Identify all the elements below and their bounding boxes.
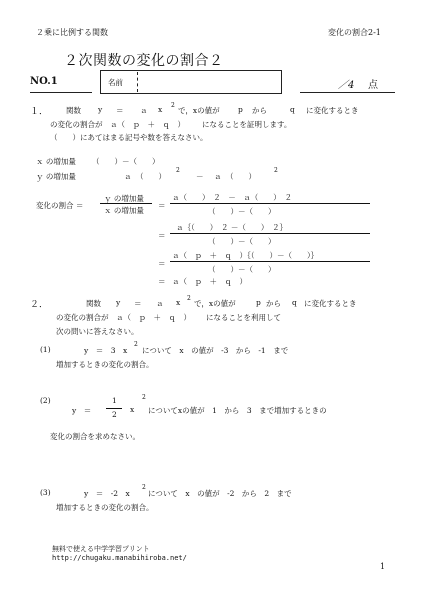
y-increase-a2: ａ [214,172,222,181]
x-increase-label: ｘ の増加量 [36,157,76,166]
q1-line2-c: になることを証明します。 [202,120,292,129]
q2-sub1-line2: 増加するときの変化の割合。 [56,360,154,369]
page-number: 1 [380,562,386,571]
q2-line1-p: p [256,298,261,307]
q2-line1-b: で，xの値が [194,299,236,308]
q1-line2-b: ａ（ ｐ ＋ ｑ ） [110,120,185,129]
q2-sub1-equation: y ＝ 3 x [84,346,128,355]
y-increase-paren1[interactable]: （ ） [136,172,166,181]
x-increase-expr[interactable]: （ ）－（ ） [92,157,160,166]
q1-line1-eq: ＝ [116,106,124,115]
y-increase-sup2: 2 [274,167,278,174]
step3-eq: ＝ [158,259,166,268]
name-divider [137,72,138,92]
q2-line1-a2: ａ [156,299,164,308]
score-slash: ／4 [338,80,355,91]
step3-frac-bar [170,261,370,262]
rate-label: 変化の割合 ＝ [36,201,84,210]
q2-sub2-line2: 変化の割合を求めなさい。 [50,432,140,441]
problem-number: NO.1 [30,76,58,87]
y-increase-label: ｙ の増加量 [36,172,76,181]
q2-number: ２． [30,300,49,310]
q2-sub3-number: (3) [40,488,51,497]
q2-sub3-line2: 増加するときの変化の割合。 [56,503,154,512]
y-increase-minus: － [196,172,204,181]
header-right: 変化の割合2-1 [328,28,381,37]
q2-sub2-sup: 2 [142,394,146,401]
step2-frac-bar [170,233,370,234]
q2-sub2-number: (2) [40,396,51,405]
rate-frac-num: ｙ の増加量 [104,194,144,203]
q2-line1-y: y [116,298,121,307]
q2-line1-a: 関数 [86,299,101,308]
q2-sub2-x: x [130,405,135,414]
name-box[interactable] [100,70,282,94]
q1-line1-x: x [158,105,163,114]
q1-line1-a2: ａ [140,106,148,115]
q1-line1-from: から [252,106,267,115]
q2-line3: 次の問いに答えなさい。 [56,327,139,336]
q1-line3: （ ）にあてはまる記号や数を答えなさい。 [50,133,208,142]
step2-eq: ＝ [158,231,166,240]
q2-sub1-text: について x の値が -3 から -1 まで [142,346,289,355]
q2-sub2-frac-num: 1 [112,396,117,405]
page-title: ２次関数の変化の割合２ [64,53,224,69]
q2-line1-c: に変化するとき [304,299,357,308]
q2-sub3-text: について x の値が -2 から 2 まで [148,489,292,498]
y-increase-sup1: 2 [176,167,180,174]
step4-result: ａ（ ｐ ＋ ｑ ） [172,277,247,286]
header-left: ２乗に比例する関数 [36,28,108,37]
q2-sub2-y: y ＝ [72,406,92,415]
q1-line1-a: 関数 [66,106,81,115]
q1-line2-a: の変化の割合が [50,120,103,129]
name-label: 名前 [108,78,123,87]
step1-eq: ＝ [158,201,166,210]
q2-sub1-number: (1) [40,345,51,354]
q1-line1-sup: 2 [171,102,175,109]
step1-denominator[interactable]: （ ）－（ ） [208,207,276,216]
q2-line1-x: x [176,298,181,307]
step4-eq: ＝ [158,277,166,286]
q2-sub2-frac-bar [106,408,122,409]
step3-numerator[interactable]: ａ（ ｐ ＋ ｑ ）｛（ ）－（ ）｝ [172,251,319,260]
score-underline [300,92,395,93]
q2-line1-eq: ＝ [134,299,142,308]
q2-line2-c: になることを利用して [206,313,281,322]
q2-line2-a: の変化の割合が [56,313,109,322]
step1-numerator[interactable]: ａ（ ） ２ － ａ（ ） ２ [172,193,292,202]
score-unit: 点 [368,80,378,91]
q1-line1-b: で，xの値が [178,106,220,115]
rate-frac-den: ｘ の増加量 [104,206,144,215]
q2-sub3-sup: 2 [142,484,146,491]
q2-line1-sup: 2 [187,295,191,302]
step1-frac-bar [170,203,370,204]
q1-number: １． [30,107,49,117]
q2-sub2-text: についてxの値が 1 から 3 まで増加するときの [148,406,327,415]
footer-site-name: 無料で使える中学学習プリント [52,545,150,553]
q1-line1-q: q [290,105,295,114]
q1-line1-p: p [238,105,243,114]
step3-denominator[interactable]: （ ）－（ ） [208,265,276,274]
q2-sub3-equation: y ＝ -2 x [84,489,130,498]
step2-denominator[interactable]: （ ）－（ ） [208,237,276,246]
q2-sub1-sup: 2 [134,341,138,348]
y-increase-a1: ａ [124,172,132,181]
number-underline [30,92,92,93]
rate-frac-bar [100,203,152,204]
footer-url[interactable]: http://chugaku.manabihiroba.net/ [52,554,187,562]
q1-line1-y: y [98,105,103,114]
q1-line1-c: に変化するとき [306,106,359,115]
q2-line2-b: ａ（ ｐ ＋ ｑ ） [116,313,191,322]
q2-sub2-frac-den: 2 [112,410,117,419]
q2-line1-from: から [266,299,281,308]
q2-line1-q: q [292,298,297,307]
step2-numerator[interactable]: ａ｛（ ） ２ －（ ） ２｝ [176,223,288,232]
y-increase-paren2[interactable]: （ ） [226,172,256,181]
